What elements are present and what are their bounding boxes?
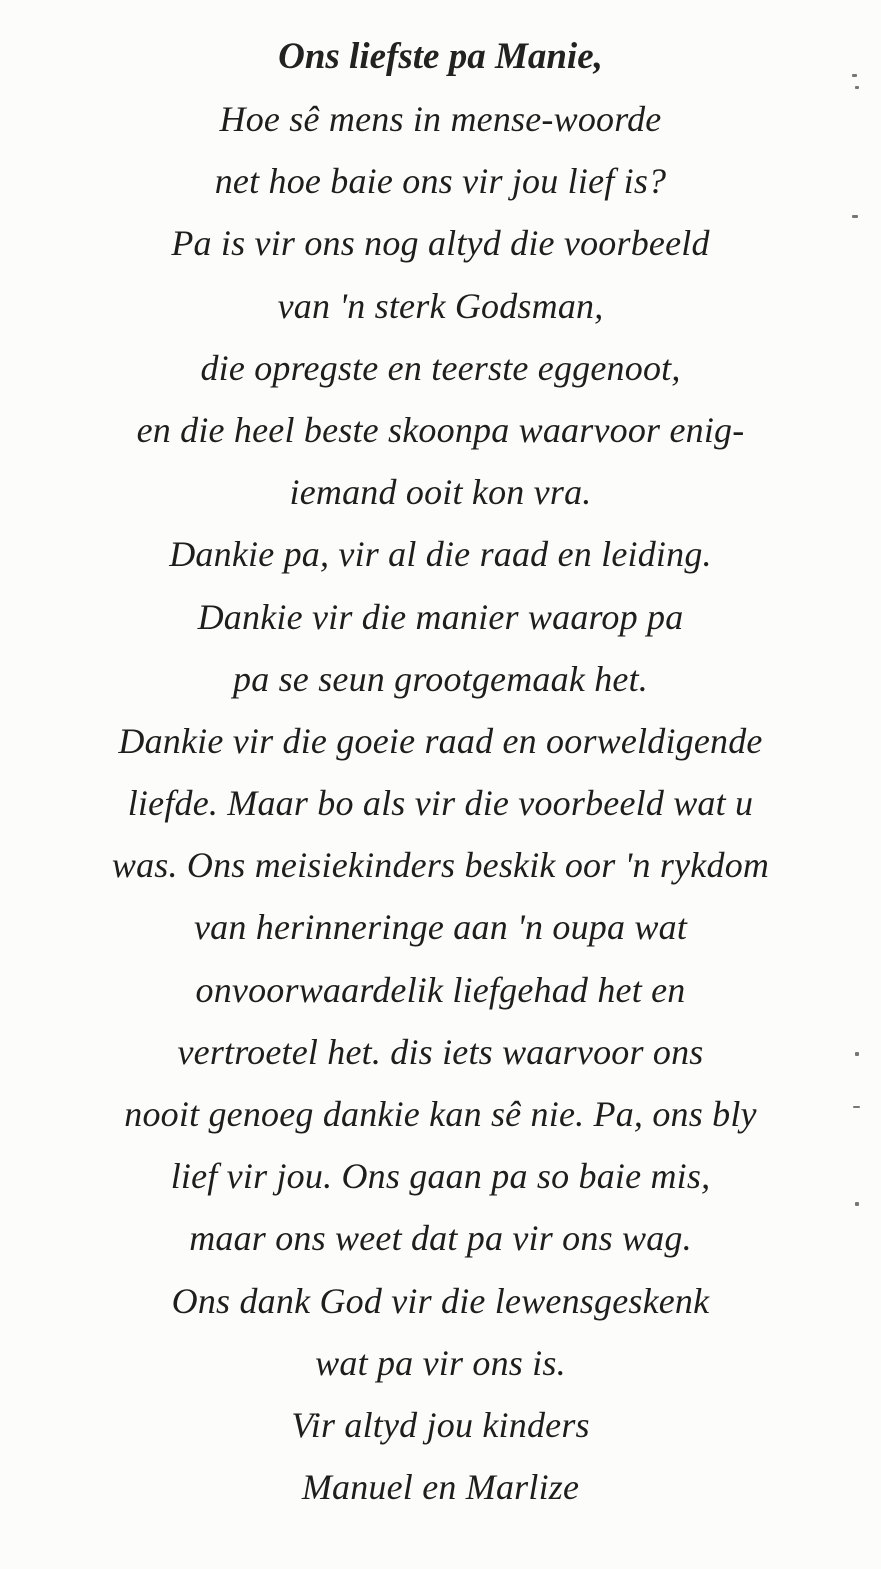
scan-speck xyxy=(852,215,858,218)
scan-speck xyxy=(855,1202,859,1206)
scan-speck xyxy=(855,86,859,89)
poem-line: Manuel en Marlize xyxy=(301,1467,580,1508)
scan-speck xyxy=(852,74,857,77)
poem-line: en die heel beste skoonpa waarvoor enig- xyxy=(136,409,745,450)
poem-line: Dankie vir die manier waarop pa xyxy=(197,596,684,637)
poem-line: Vir altyd jou kinders xyxy=(291,1404,590,1445)
poem-line: was. Ons meisiekinders beskik oor 'n rykdom xyxy=(111,845,770,886)
poem-line: Hoe sê mens in mense-woorde xyxy=(219,99,662,139)
poem-line: onvoorwaardelik liefgehad het en xyxy=(195,969,686,1010)
poem-line: lief vir jou. Ons gaan pa so baie mis, xyxy=(170,1156,711,1197)
poem-line: Dankie pa, vir al die raad en leiding. xyxy=(169,534,712,575)
poem-line: van 'n sterk Godsman, xyxy=(277,285,604,326)
poem-line: liefde. Maar bo als vir die voorbeeld wat u xyxy=(127,783,754,824)
scan-speck xyxy=(855,1052,859,1056)
poem-line: van herinneringe aan 'n oupa wat xyxy=(193,907,688,948)
poem-line: Ons dank God vir die lewensgeskenk xyxy=(171,1280,710,1321)
poem-line: nooit genoeg dankie kan sê nie. Pa, ons bly xyxy=(124,1094,757,1134)
poem-line: net hoe baie ons vir jou lief is? xyxy=(214,161,667,202)
poem-line: die opregste en teerste eggenoot, xyxy=(200,347,681,388)
poem-text xyxy=(0,26,881,1518)
poem-line: maar ons weet dat pa vir ons wag. xyxy=(189,1218,692,1259)
poem-title: Ons liefste pa Manie, xyxy=(278,36,603,77)
scan-speck xyxy=(853,1106,860,1108)
poem-line: pa se seun grootgemaak het. xyxy=(233,658,648,699)
poem-line: Dankie vir die goeie raad en oorweldigende xyxy=(118,720,763,761)
poem-line: Pa is vir ons nog altyd die voorbeeld xyxy=(171,223,710,264)
poem-line: wat pa vir ons is. xyxy=(315,1342,566,1383)
poem-line: iemand ooit kon vra. xyxy=(289,472,592,513)
poem-line: vertroetel het. dis iets waarvoor ons xyxy=(177,1031,704,1072)
